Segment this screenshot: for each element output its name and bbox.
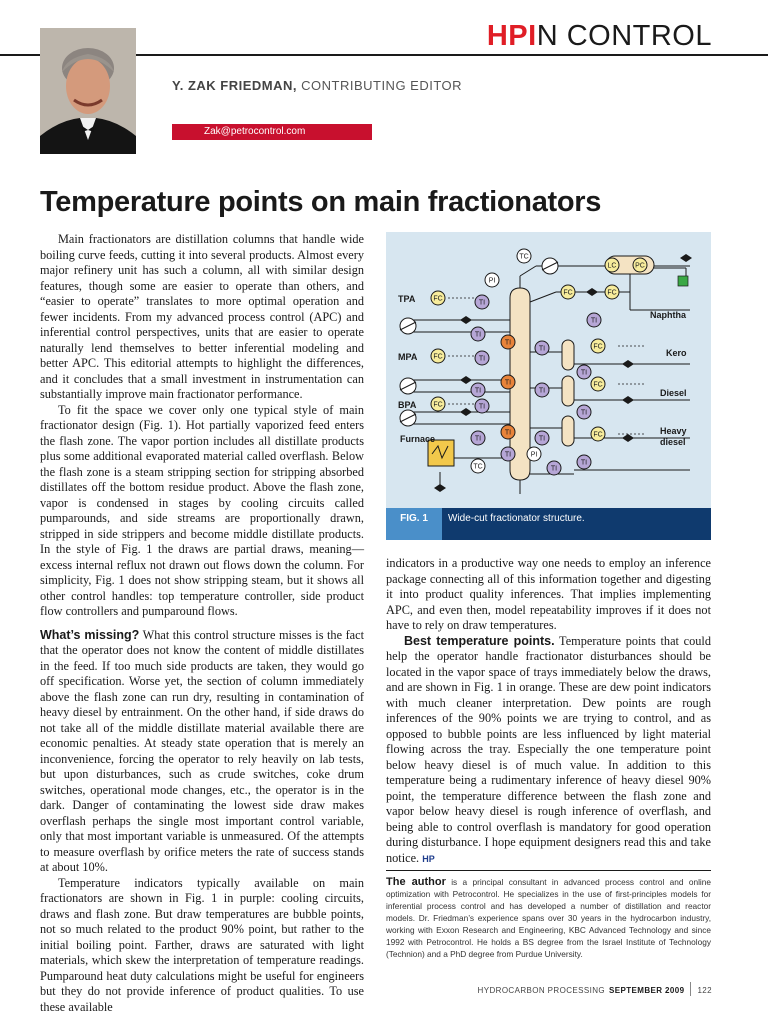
hp-end-mark: HP	[422, 853, 435, 864]
svg-text:FC: FC	[593, 343, 603, 351]
svg-text:PI: PI	[488, 277, 496, 285]
svg-text:TI: TI	[504, 451, 512, 459]
tag-ti-mpa-b	[471, 383, 485, 397]
tag-fc-tpa	[431, 291, 445, 305]
tag-ti-kero	[577, 365, 591, 379]
tag-fc-naphtha	[605, 285, 619, 299]
paragraph-6	[386, 634, 711, 868]
paragraph-4: Temperature indicators typically available on main fractionators are shown in Fig. 1 in purple: cooling circuits, draws and flash zone. But draw temperatures are bubble points, not so much related to the product 90% point, but rather to the initial boiling point. Farther, draws are saturated with light materials, which skew the interpretation of temperature readings. Pumparound heat duty calculations might be useful for engineers but they do not provide inference of product qualities. To use these available	[40, 875, 364, 1014]
tag-fc-diesel	[591, 377, 605, 391]
svg-text:FC: FC	[593, 381, 603, 389]
svg-text:FC: FC	[607, 289, 617, 297]
label-diesel: Diesel	[660, 388, 687, 398]
svg-text:FC: FC	[563, 289, 573, 297]
tag-pi-bottom	[527, 447, 541, 461]
svg-text:TI: TI	[580, 459, 588, 467]
footer-publication: HYDROCARBON PROCESSING	[477, 986, 606, 995]
tag-ti-heavy-diesel	[577, 455, 591, 469]
svg-text:FC: FC	[593, 431, 603, 439]
tag-lc	[605, 258, 619, 272]
heading-best-temperature-points: Best temperature points.	[404, 633, 555, 648]
brand-rest: N CONTROL	[536, 20, 712, 52]
tag-ti-vapor-2	[501, 375, 515, 389]
paragraph-5: indicators in a productive way one needs to employ an inference package connecting all of this information together and digesting it into product quality inferences. That implies implementing APC, and even then, model repeatability improves if it does not have to rely on draw temperatures.	[386, 556, 711, 632]
svg-text:TI: TI	[504, 339, 512, 347]
paragraph-3	[40, 628, 364, 876]
tag-ti-mpa-a	[475, 351, 489, 365]
author-name: Y. ZAK FRIEDMAN,	[172, 78, 297, 93]
svg-text:TC: TC	[519, 253, 529, 261]
page-footer	[478, 982, 712, 996]
label-kero: Kero	[666, 348, 687, 358]
section-brand	[487, 20, 712, 53]
svg-text:LC: LC	[607, 262, 617, 270]
paragraph-1: Main fractionators are distillation columns that handle wide boiling curve feeds, cutting it into several products. Almost every major refinery unit has such a column, all with similar design features, though some are easier to operate than others, and “easier to operate” translates to more optimal operation and fewer incidents. From my advanced process control (APC) and inferential control perspectives, units that are easier to operate naturally lend themselves to better inferential modeling and better APC. This editorial attempts to highlight the differences, and it concludes that a small investment in instrumentation can substantially improve main fractionator performance.	[40, 232, 364, 401]
tag-ti-tpa-b	[471, 327, 485, 341]
author-portrait-image	[40, 28, 136, 154]
svg-text:TI: TI	[504, 379, 512, 387]
tag-ti-diesel	[577, 405, 591, 419]
svg-text:TI: TI	[538, 435, 546, 443]
author-role: CONTRIBUTING EDITOR	[297, 78, 463, 93]
right-column	[386, 556, 711, 867]
fractionator-diagram	[386, 232, 711, 508]
svg-text:FC: FC	[433, 353, 443, 361]
svg-text:TI: TI	[478, 403, 486, 411]
paragraph-2: To fit the space we cover only one typical style of main fractionator design (Fig. 1). Hot partially vaporized feed enters the flash zone. The vapor portion includes all distillate products plus some additional evaporated material called overflash. Below the flash zone is a steam stripping section for stripping absorbed distillates off the bottom residue product. Above the flash zone, vapor is condensed in stages by cooling circuits called pumparounds, and side streams are proportionally drawn, stripped in side strippers and become middle distillate products. In the style of Fig. 1 the draws are partial draws, meaning—excess internal reflux not drawn out flows down the column. For simplicity, Fig. 1 does not show stripping steam, but it shows all other control handles: top temperature controller, side product flow controllers and pumparound flows.	[40, 402, 364, 618]
tag-ti-vapor-3	[501, 425, 515, 439]
svg-text:TI: TI	[478, 355, 486, 363]
svg-text:FC: FC	[433, 401, 443, 409]
tag-ti-tpa-a	[475, 295, 489, 309]
svg-text:TC: TC	[473, 463, 483, 471]
heading-whats-missing: What’s missing?	[40, 627, 140, 642]
tag-ti-kero-draw	[535, 341, 549, 355]
footer-month: SEPTEMBER 2009	[609, 986, 685, 995]
paragraph-6-text: Temperature points that could help the operator handle fractionator disturbances should be located in the vapor space of trays immediately below the draws, and are shown in Fig. 1 in orange. These are dew point indicators with much cleaner interpretation. Dew points are rough inferences of the 90% points we are trying to control, and as opposed to bubble points are less influenced by light material flowing across the tray. Especially the one temperature point below heavy diesel is of much value. In addition to this temperature being a rudimentary inference of heavy diesel 90% point, the temperature difference between the flash zone and vapor below heavy diesel is rough inference of overflash, and being able to control overflash is mandatory for good operation during disturbance. I hope equipment designers read this and take notice.	[386, 633, 711, 865]
svg-text:TI: TI	[504, 429, 512, 437]
footer-page-number: 122	[697, 986, 712, 995]
svg-text:TI: TI	[538, 345, 546, 353]
svg-text:TI: TI	[474, 435, 482, 443]
tag-fc-reflux	[561, 285, 575, 299]
tag-ti-hd-draw	[535, 431, 549, 445]
paragraph-3-text: What this control structure misses is the fact that the operator does not know the content of middle distillates in the feed. If too much side products are taken, they would go off specification. Worse yet, the section of column immediately above the flash zone can run dry, resulting in contamination of heavy diesel by entrainment. On the other hand, if side draws do not take all of the middle distillate material available there are economic penalties. At steady state operation that is merely an inconvenience, forcing the operator to rely heavily on lab tests, but upon disturbances, such as crude switches, coke drum switches, operational mode changes, etc., the operator is in the dark. Danger of contaminating the lowest side draw makes overflash perhaps the single most important control variable, only that most important variable is unmeasured. Of the attempts to measure overflash by orifice meters the rate of success stands at about 10%.	[40, 627, 364, 874]
footer-divider	[690, 982, 691, 996]
tag-ti-bpa-a	[475, 399, 489, 413]
tag-fc-bpa	[431, 397, 445, 411]
svg-text:TI: TI	[474, 387, 482, 395]
tag-ti-bottom	[547, 461, 561, 475]
tag-fc-heavy-diesel	[591, 427, 605, 441]
label-tpa: TPA	[398, 294, 416, 304]
article-title: Temperature points on main fractionators	[40, 186, 602, 218]
tag-tc-furnace	[471, 459, 485, 473]
tag-ti-bpa-b	[471, 431, 485, 445]
figure-1	[386, 232, 711, 540]
bio-text: is a principal consultant in advanced process control and online optimization with Petrocontrol. He specializes in the use of first-principles models for inferential process control and has developed a number of distillation and reactor models. Dr. Friedman’s experience spans over 30 years in the hydrocarbon industry, working with Exxon Research and Engineering, KBC Advanced Technology and since 1992 with Petrocontrol. He holds a BS degree from the Israel Institute of Technology (Technion) and a PhD degree from Purdue University.	[386, 877, 711, 959]
tag-ti-vapor-1	[501, 335, 515, 349]
svg-text:PI: PI	[530, 451, 538, 459]
tag-pi-top	[485, 273, 499, 287]
svg-text:TI: TI	[580, 409, 588, 417]
author-bio	[386, 876, 711, 960]
tag-ti-naphtha	[587, 313, 601, 327]
svg-text:FC: FC	[433, 295, 443, 303]
tag-fc-kero	[591, 339, 605, 353]
label-heavy-diesel: diesel	[660, 437, 686, 447]
tag-ti-diesel-draw	[535, 383, 549, 397]
bio-heading: The author	[386, 876, 446, 888]
tag-pc	[633, 258, 647, 272]
label-bpa: BPA	[398, 400, 417, 410]
left-column	[40, 232, 364, 1015]
label-furnace: Furnace	[400, 434, 436, 444]
figure-caption: Wide-cut fractionator structure.	[448, 513, 585, 524]
tag-tc-top	[517, 249, 531, 263]
tag-fc-mpa	[431, 349, 445, 363]
brand-hpi: HPI	[486, 20, 537, 52]
tag-ti-flash	[501, 447, 515, 461]
svg-text:TI: TI	[580, 369, 588, 377]
figure-tag: FIG. 1	[386, 508, 442, 540]
bio-rule	[386, 870, 711, 871]
author-photo	[40, 28, 136, 154]
byline	[172, 78, 462, 93]
author-email-link[interactable]: Zak@petrocontrol.com	[172, 124, 372, 140]
svg-text:TI: TI	[474, 331, 482, 339]
label-mpa: MPA	[398, 352, 418, 362]
svg-text:TI: TI	[590, 317, 598, 325]
label-heavy: Heavy	[660, 426, 687, 436]
svg-text:TI: TI	[478, 299, 486, 307]
svg-text:TI: TI	[538, 387, 546, 395]
label-naphtha: Naphtha	[650, 310, 686, 320]
svg-text:TI: TI	[550, 465, 558, 473]
figure-caption-bar	[386, 508, 711, 540]
svg-text:PC: PC	[635, 262, 645, 270]
